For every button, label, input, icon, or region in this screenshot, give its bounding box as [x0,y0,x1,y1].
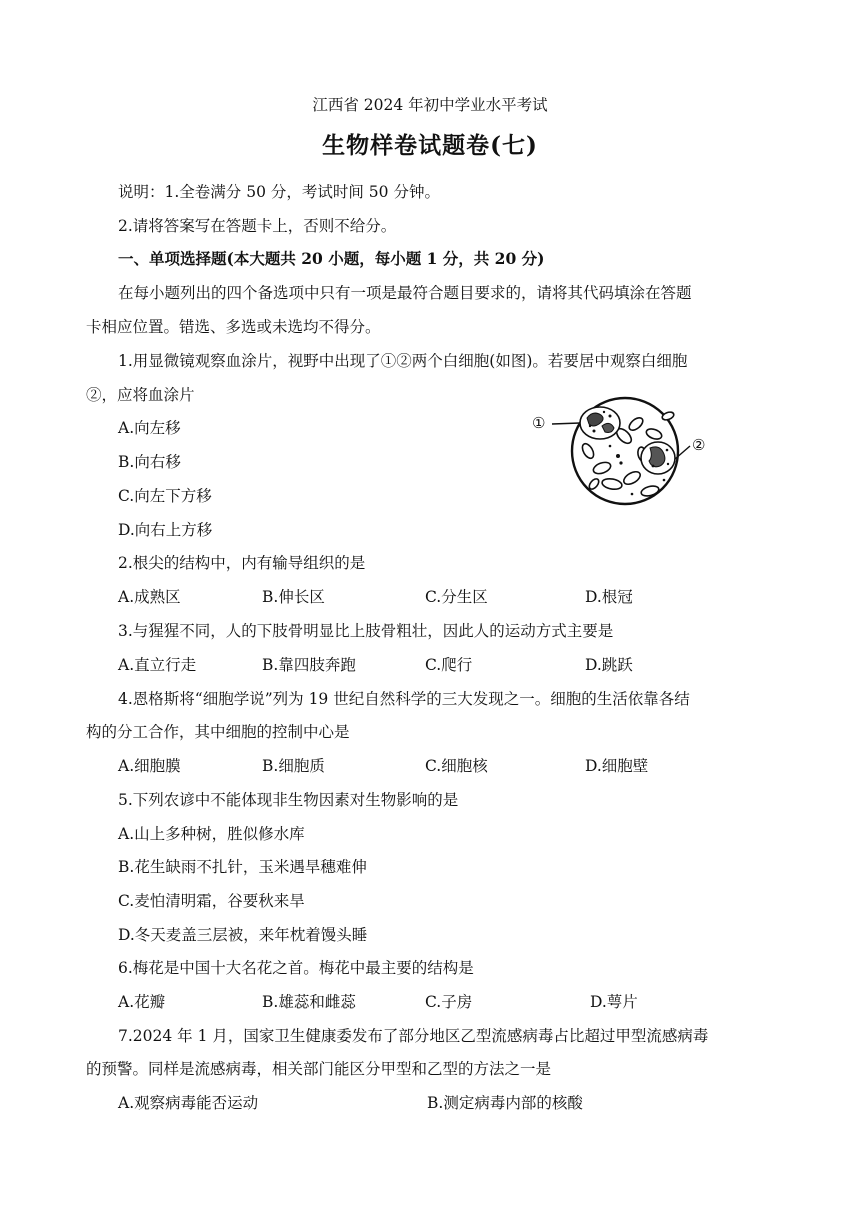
q3-option-b: B.靠四肢奔跑 [262,656,356,674]
q4-option-a: A.细胞膜 [118,757,181,775]
q5-option-d: D.冬天麦盖三层被，来年枕着馒头睡 [118,926,368,944]
exam-subtitle: 江西省 2024 年初中学业水平考试 [312,96,548,114]
q3-stem: 3.与猩猩不同，人的下肢骨明显比上肢骨粗壮，因此人的运动方式主要是 [118,622,614,640]
q1-option-b: B.向右移 [118,453,181,471]
white-blood-cell-2 [641,442,675,474]
white-blood-cell-1 [580,407,620,439]
q5-stem: 5.下列农谚中不能体现非生物因素对生物影响的是 [118,791,459,809]
section-desc-line-1: 在每小题列出的四个备选项中只有一项是最符合题目要求的，请将其代码填涂在答题 [118,284,692,302]
q3-option-c: C.爬行 [425,656,473,674]
q2-option-b: B.伸长区 [262,588,325,606]
blood-smear-illustration [532,396,712,506]
q5-option-a: A.山上多种树，胜似修水库 [118,825,305,843]
q3-option-d: D.跳跃 [585,656,633,674]
q1-stem-line-1: 1.用显微镜观察血涂片，视野中出现了①②两个白细胞(如图)。若要居中观察白细胞 [118,352,688,370]
instructions-line-1: 说明：1.全卷满分 50 分，考试时间 50 分钟。 [118,183,440,201]
instructions-line-2: 2.请将答案写在答题卡上，否则不给分。 [118,217,397,235]
q5-option-c: C.麦怕清明霜，谷要秋来旱 [118,892,305,910]
q7-option-a: A.观察病毒能否运动 [118,1094,259,1112]
q2-option-d: D.根冠 [585,588,633,606]
q7-option-b: B.测定病毒内部的核酸 [427,1094,583,1112]
q6-option-d: D.萼片 [590,993,638,1011]
exam-title: 生物样卷试题卷(七) [322,132,538,159]
section-heading: 一、单项选择题(本大题共 20 小题，每小题 1 分，共 20 分) [118,249,545,268]
q6-option-a: A.花瓣 [118,993,166,1011]
q1-stem-line-2: ②，应将血涂片 [86,386,195,404]
q6-option-c: C.子房 [425,993,473,1011]
q4-option-c: C.细胞核 [425,757,488,775]
figure-label-1: ① [532,414,546,432]
section-desc-line-2: 卡相应位置。错选、多选或未选均不得分。 [86,318,381,336]
q1-option-d: D.向右上方移 [118,521,213,539]
figure-label-2: ② [692,436,706,454]
q7-stem-line-2: 的预警。同样是流感病毒，相关部门能区分甲型和乙型的方法之一是 [86,1060,552,1078]
q5-option-b: B.花生缺雨不扎针，玉米遇旱穗难伸 [118,858,367,876]
q6-stem: 6.梅花是中国十大名花之首。梅花中最主要的结构是 [118,959,474,977]
q4-stem-line-1: 4.恩格斯将“细胞学说”列为 19 世纪自然科学的三大发现之一。细胞的生活依靠各结 [118,690,690,708]
q1-option-a: A.向左移 [118,419,181,437]
q2-stem: 2.根尖的结构中，内有输导组织的是 [118,554,366,572]
q4-stem-line-2: 构的分工合作，其中细胞的控制中心是 [86,723,350,741]
q4-option-d: D.细胞壁 [585,757,649,775]
q2-option-c: C.分生区 [425,588,488,606]
q3-option-a: A.直立行走 [118,656,197,674]
q6-option-b: B.雄蕊和雌蕊 [262,993,356,1011]
q4-option-b: B.细胞质 [262,757,325,775]
q1-option-c: C.向左下方移 [118,487,212,505]
microscope-figure [532,396,712,506]
q2-option-a: A.成熟区 [118,588,181,606]
q7-stem-line-1: 7.2024 年 1 月，国家卫生健康委发布了部分地区乙型流感病毒占比超过甲型流感病毒 [118,1027,709,1045]
